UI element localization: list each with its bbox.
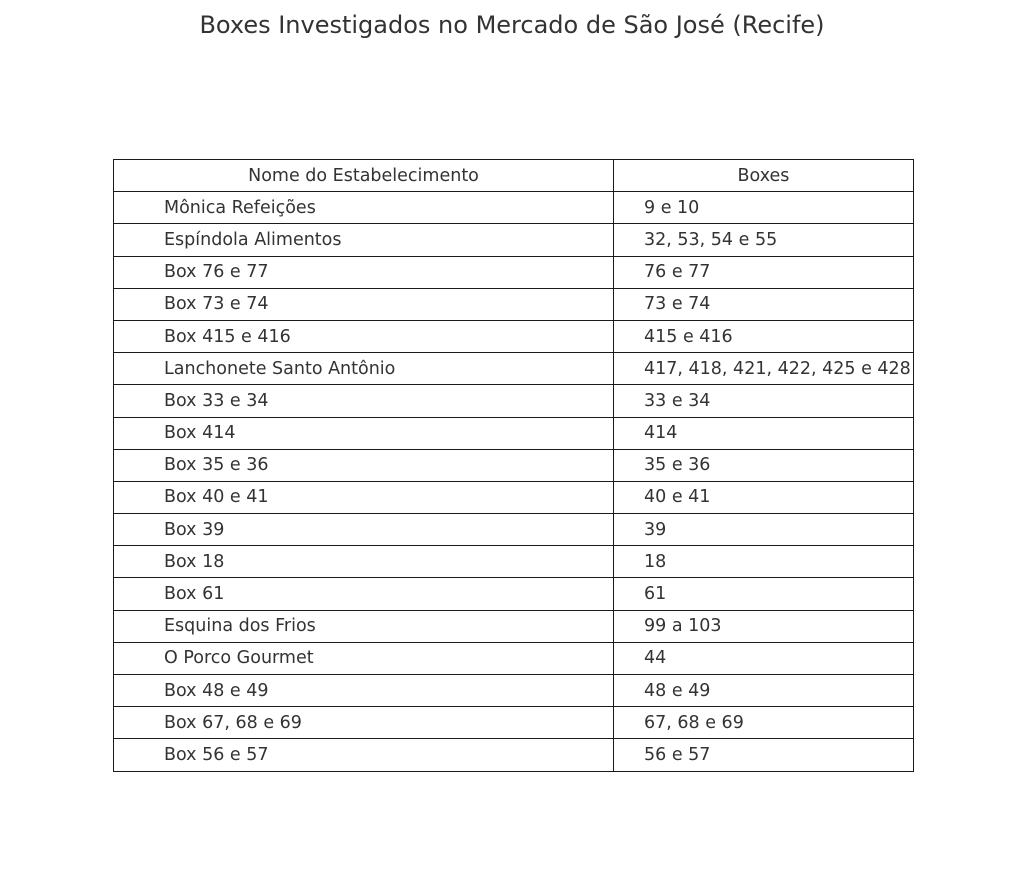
cell-establishment-name: Box 35 e 36 <box>114 449 614 481</box>
cell-establishment-name: Lanchonete Santo Antônio <box>114 353 614 385</box>
cell-boxes: 33 e 34 <box>614 385 914 417</box>
cell-establishment-name: Box 18 <box>114 546 614 578</box>
cell-boxes: 76 e 77 <box>614 256 914 288</box>
table-row <box>114 385 914 417</box>
table-row <box>114 546 914 578</box>
table-row <box>114 417 914 449</box>
cell-boxes: 415 e 416 <box>614 320 914 352</box>
cell-establishment-name: Box 67, 68 e 69 <box>114 707 614 739</box>
cell-establishment-name: O Porco Gourmet <box>114 642 614 674</box>
table-row <box>114 675 914 707</box>
cell-establishment-name: Esquina dos Frios <box>114 610 614 642</box>
table-body <box>114 192 914 771</box>
table-row <box>114 320 914 352</box>
cell-boxes: 9 e 10 <box>614 192 914 224</box>
cell-boxes: 40 e 41 <box>614 481 914 513</box>
table-header-row <box>114 160 914 192</box>
table-row <box>114 514 914 546</box>
data-table <box>113 159 914 772</box>
cell-boxes: 35 e 36 <box>614 449 914 481</box>
cell-establishment-name: Box 415 e 416 <box>114 320 614 352</box>
cell-boxes: 32, 53, 54 e 55 <box>614 224 914 256</box>
cell-establishment-name: Box 61 <box>114 578 614 610</box>
column-header-boxes: Boxes <box>614 160 914 192</box>
cell-establishment-name: Box 48 e 49 <box>114 675 614 707</box>
cell-establishment-name: Box 40 e 41 <box>114 481 614 513</box>
cell-boxes: 39 <box>614 514 914 546</box>
cell-boxes: 44 <box>614 642 914 674</box>
table-row <box>114 610 914 642</box>
cell-boxes: 18 <box>614 546 914 578</box>
cell-establishment-name: Box 76 e 77 <box>114 256 614 288</box>
table-row <box>114 256 914 288</box>
table-row <box>114 449 914 481</box>
cell-establishment-name: Box 39 <box>114 514 614 546</box>
cell-boxes: 61 <box>614 578 914 610</box>
cell-boxes: 99 a 103 <box>614 610 914 642</box>
table-row <box>114 481 914 513</box>
table-row <box>114 224 914 256</box>
table-row <box>114 353 914 385</box>
cell-establishment-name: Espíndola Alimentos <box>114 224 614 256</box>
cell-boxes: 67, 68 e 69 <box>614 707 914 739</box>
cell-establishment-name: Box 73 e 74 <box>114 288 614 320</box>
table-row <box>114 578 914 610</box>
table-row <box>114 288 914 320</box>
cell-establishment-name: Box 56 e 57 <box>114 739 614 771</box>
table-row <box>114 642 914 674</box>
cell-boxes: 56 e 57 <box>614 739 914 771</box>
cell-boxes: 48 e 49 <box>614 675 914 707</box>
table-row <box>114 192 914 224</box>
table-row <box>114 739 914 771</box>
cell-boxes: 414 <box>614 417 914 449</box>
cell-establishment-name: Mônica Refeições <box>114 192 614 224</box>
table-container <box>113 159 914 772</box>
chart-title: Boxes Investigados no Mercado de São José (Recife) <box>199 11 825 39</box>
cell-boxes: 417, 418, 421, 422, 425 e 428 <box>614 353 914 385</box>
column-header-name: Nome do Estabelecimento <box>114 160 614 192</box>
cell-boxes: 73 e 74 <box>614 288 914 320</box>
cell-establishment-name: Box 33 e 34 <box>114 385 614 417</box>
cell-establishment-name: Box 414 <box>114 417 614 449</box>
table-row <box>114 707 914 739</box>
